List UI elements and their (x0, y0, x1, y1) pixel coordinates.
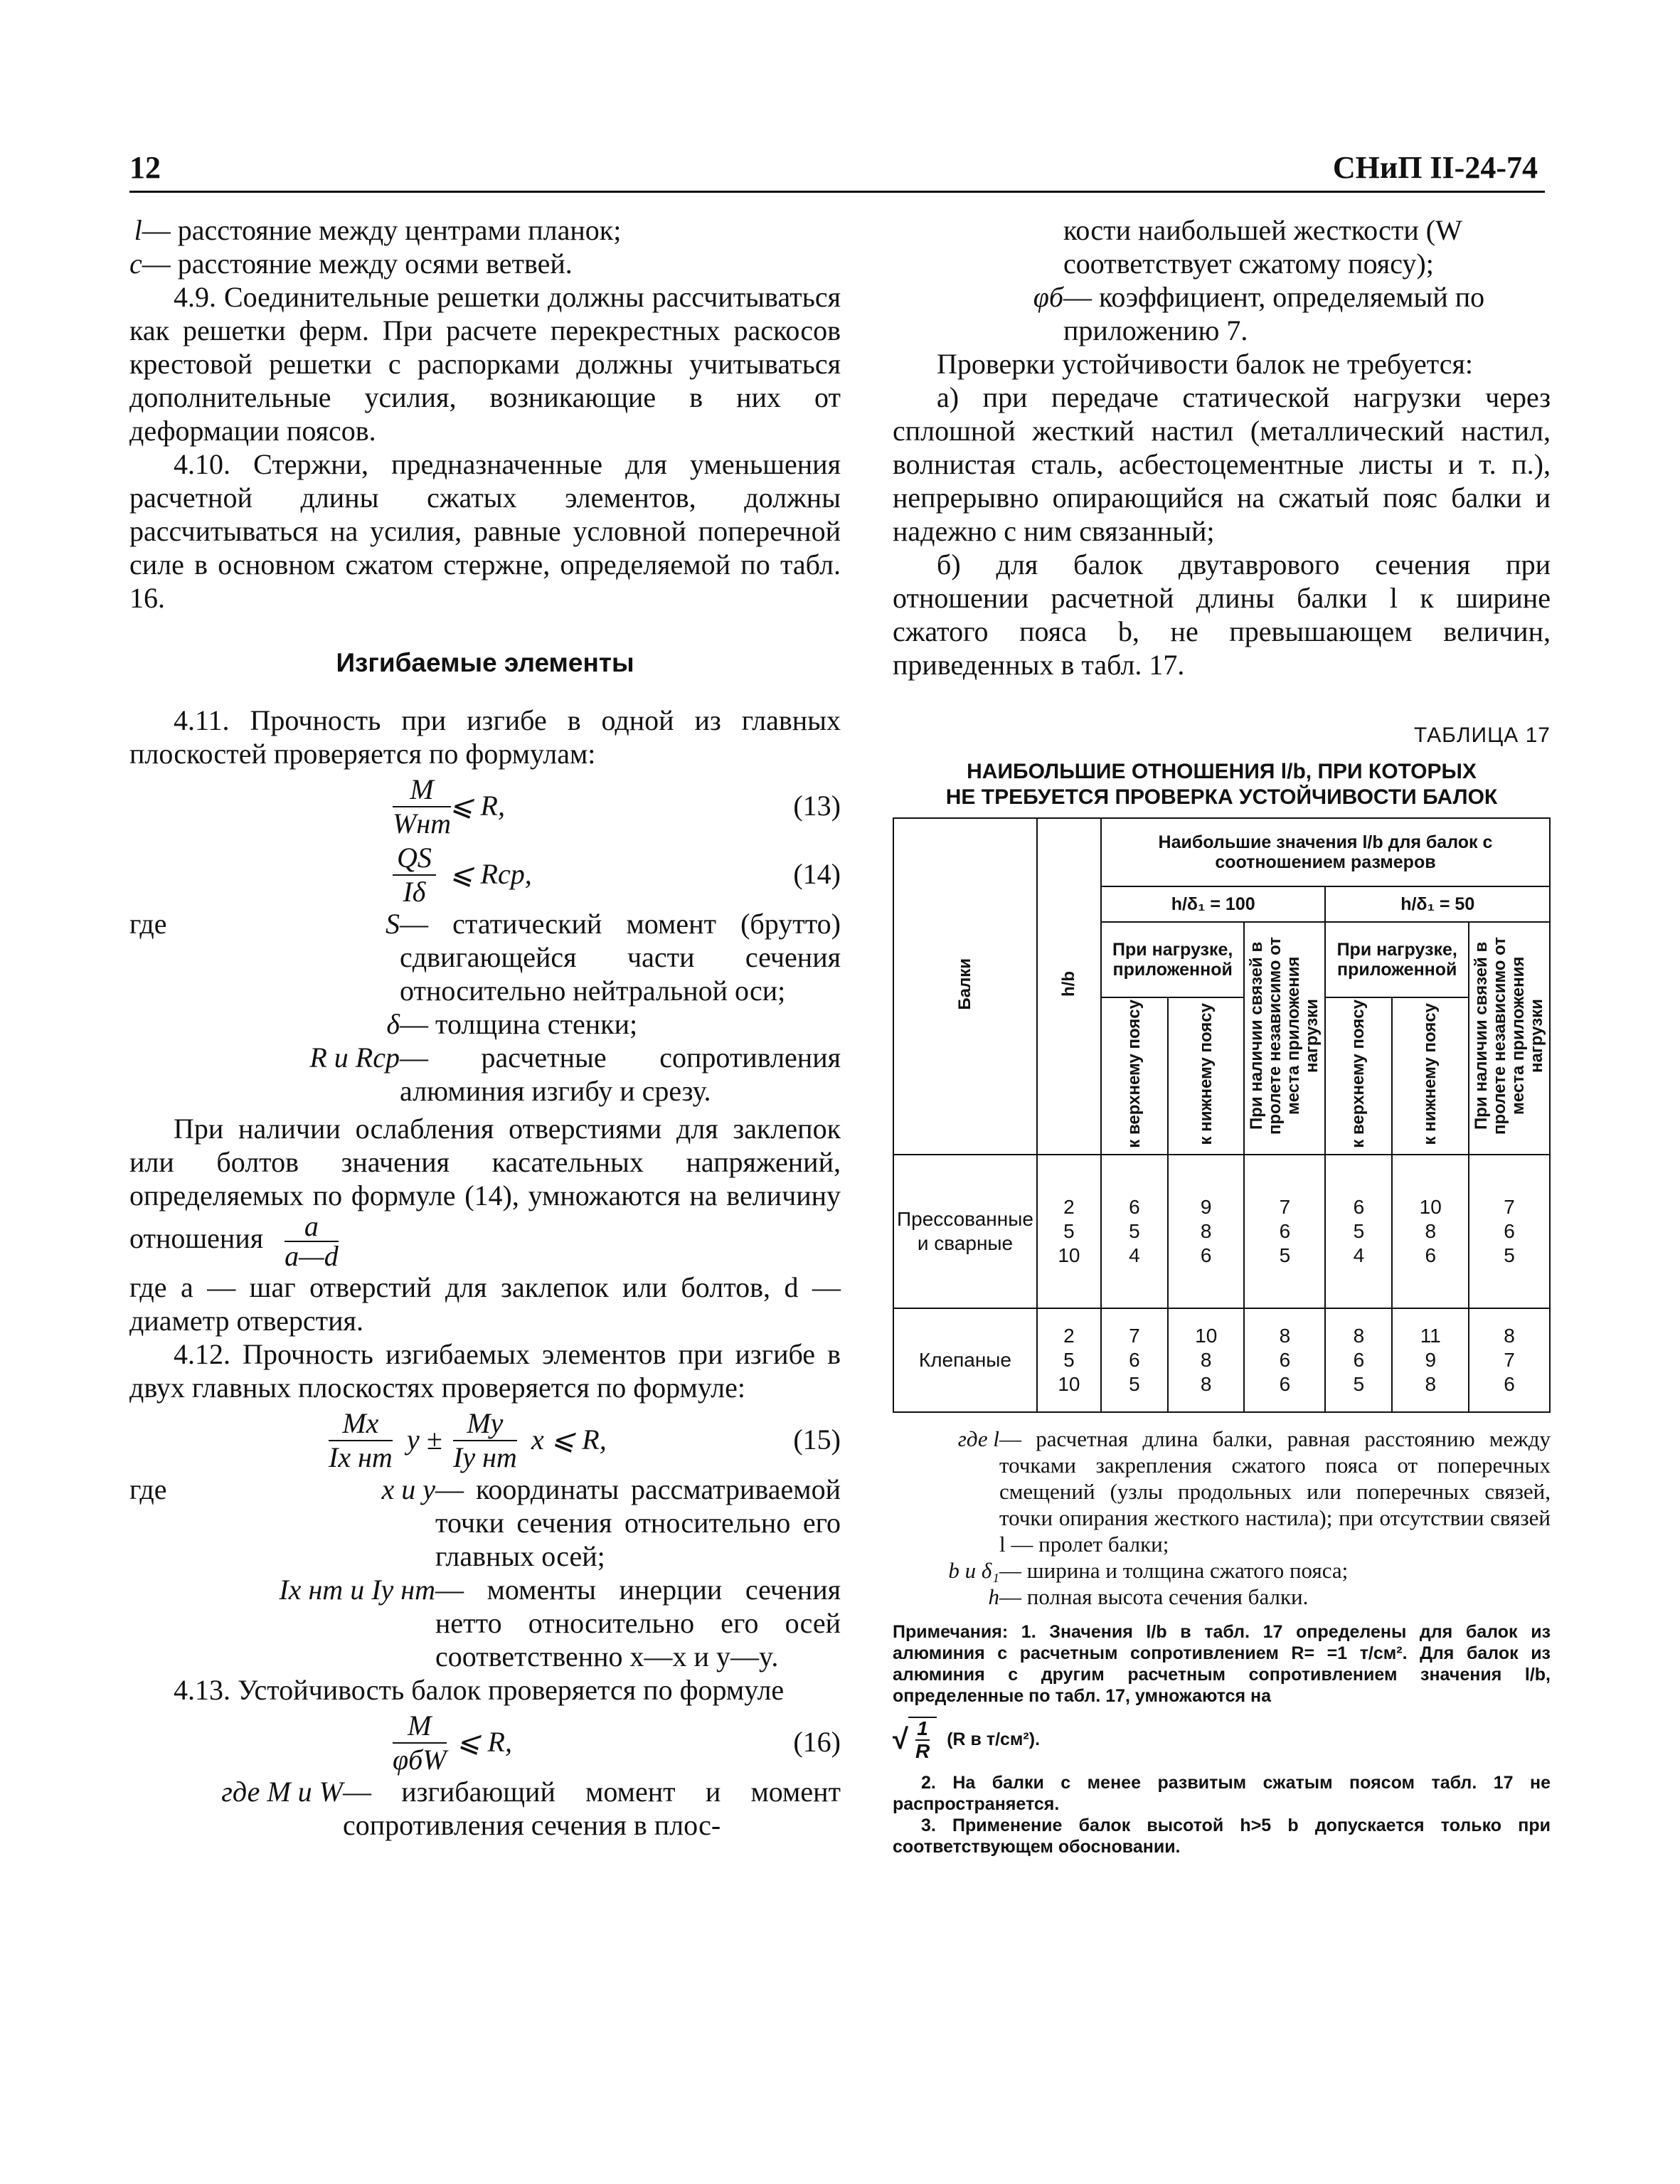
formula-numerator: M (393, 773, 451, 807)
formula-numerator: M (393, 1709, 447, 1744)
def-desc: — моменты инерции сечения нетто относительно его осей соответственно x—x и y—y. (435, 1574, 841, 1673)
table-row (893, 1308, 1550, 1412)
header-upper: к верхнему поясу (1101, 997, 1168, 1155)
header-load: При нагрузке, приложенной (1325, 922, 1469, 997)
def-term (893, 213, 1063, 280)
document-code: СНиП II-24-74 (1332, 150, 1538, 185)
def-term: δ (386, 1008, 400, 1040)
paragraph-holes (129, 1112, 841, 1271)
cell: 2 5 10 (1037, 1308, 1101, 1412)
header-lower: к нижнему поясу (1392, 997, 1469, 1155)
header-load: При нагрузке, приложенной (1101, 922, 1245, 997)
table-notes (893, 1621, 1551, 1857)
formula-denominator: Ix нт (329, 1441, 393, 1473)
formula-number: (15) (793, 1424, 841, 1456)
def-term: x и y (381, 1473, 435, 1505)
note-1: Примечания: 1. Значения l/b в табл. 17 определены для балок из алюминия с расчетным сопротивлением R= =1 т/см². Для балок из алюминия с другим расчетным сопротивлением значения l/b, определенные по табл. 17, умножаются на (893, 1621, 1551, 1706)
def-term: h (988, 1584, 999, 1609)
cell: 8 7 6 (1469, 1308, 1550, 1412)
def-term: где M и W (221, 1776, 343, 1808)
formula-denominator: Iy нт (453, 1441, 517, 1473)
cell: 2 5 10 (1037, 1155, 1101, 1308)
left-column (129, 213, 841, 1842)
formula-fraction (393, 1709, 447, 1776)
definitions-top (129, 213, 841, 280)
cell: 9 8 6 (1168, 1155, 1245, 1308)
paragraph-check: Проверки устойчивости балок не требуется: (937, 348, 1474, 380)
def-desc: — статический момент (брутто) сдвигающейся части сечения относительно нейтральной оси; (400, 908, 841, 1007)
def-term: где l (957, 1426, 999, 1451)
paragraph-4-9: 4.9. Соединительные решетки должны рассчитываться как решетки ферм. При расчете перекрестных раскосов крестовой решетки с распорками должны учитываться дополнительные усилия, возникающие в них от деформации поясов. (129, 281, 841, 447)
header-ties: При наличии связей в пролете независимо от места приложения нагрузки (1244, 922, 1325, 1155)
table-definitions (893, 1426, 1551, 1610)
page-number: 12 (129, 150, 161, 185)
header-ties: При наличии связей в пролете независимо от места приложения нагрузки (1469, 922, 1550, 1155)
formula-numerator: My (453, 1407, 517, 1441)
def-desc: — расстояние между центрами планок; (142, 214, 622, 246)
def-list (236, 1473, 841, 1673)
formula-16 (129, 1707, 841, 1775)
formula-15 (129, 1404, 841, 1473)
row-name: Клепаные (893, 1308, 1037, 1412)
ratio-fraction (285, 1212, 339, 1271)
note-1-formula-tail: (R в т/см²). (947, 1729, 1041, 1749)
formula-number: (13) (793, 790, 841, 822)
paragraph-4-10: 4.10. Стержни, предназначенные для уменьшения расчетной длины сжатых элементов, должны рассчитываться на усилия, равные условной поперечной силе в основном сжатом стержне, определяемой по табл. 16. (129, 448, 841, 614)
header-top: Наибольшие значения l/b для балок с соотношением размеров (1101, 818, 1550, 886)
def-term: φб (1033, 281, 1063, 313)
where-label: где (129, 908, 167, 940)
section-heading: Изгибаемые элементы (336, 648, 634, 677)
formula-tail: ⩽ Rср, (450, 858, 532, 890)
def-desc: — полная высота сечения балки. (999, 1584, 1309, 1609)
formula-tail: x ⩽ R, (531, 1424, 607, 1456)
def-term: c (129, 248, 142, 280)
def-term: S (386, 908, 400, 940)
header-beams: Балки (893, 818, 1037, 1155)
def-desc: — расчетная длина балки, равная расстоянию между точками закрепления сжатого пояса от поперечных смещений (узлы продольных или поперечных связей, точки опирания жесткого настила); при отсутствии связей l — пролет балки; (999, 1426, 1551, 1557)
table-title-line: НЕ ТРЕБУЕТСЯ ПРОВЕРКА УСТОЙЧИВОСТИ БАЛОК (945, 785, 1498, 809)
note-1-formula (893, 1717, 1551, 1762)
note-2: 2. На балки с менее развитым сжатым поясом табл. 17 не распространяется. (893, 1772, 1551, 1814)
paragraph-holes-end: где a — шаг отверстий для заклепок или болтов, d — диаметр отверстия. (129, 1271, 841, 1337)
formula-numerator: QS (393, 842, 436, 876)
formula-tail: ⩽ R, (457, 1726, 512, 1758)
definitions-continued (893, 213, 1551, 347)
paragraph-holes-text: При наличии ослабления отверстиями для заклепок или болтов значения касательных напряжений, определяемых по формуле (14), умножаются на величину отношения (129, 1113, 841, 1255)
table-17 (893, 817, 1551, 1413)
note-3: 3. Применение балок высотой h>5 b допускается только при соответствующем обосновании. (893, 1815, 1551, 1857)
formula-denominator: φбW (393, 1744, 447, 1776)
def-desc: — изгибающий момент и момент сопротивления сечения в плос- (343, 1776, 841, 1841)
formula-fraction (329, 1407, 393, 1474)
def-desc: — расчетные сопротивления алюминия изгибу и срезу. (400, 1041, 841, 1107)
paragraph-4-13: 4.13. Устойчивость балок проверяется по формуле (174, 1674, 785, 1706)
definitions-15 (129, 1473, 841, 1673)
cell: 7 6 5 (1244, 1155, 1325, 1308)
paragraph-case-b: б) для балок двутаврового сечения при отношении расчетной длины балки l к ширине сжатого пояса b, не превышающем величин, приведенных в табл. 17. (893, 548, 1551, 681)
def-desc: — расстояние между осями ветвей. (142, 248, 573, 280)
formula-fraction (393, 773, 451, 840)
formula-numerator: Mx (329, 1407, 393, 1441)
table-title (893, 759, 1551, 810)
cell: 10 8 8 (1168, 1308, 1245, 1412)
table-title-line: НАИБОЛЬШИЕ ОТНОШЕНИЯ l/b, ПРИ КОТОРЫХ (967, 760, 1477, 783)
definitions-16 (129, 1775, 841, 1842)
def-term: b и δ₁ (948, 1557, 999, 1583)
right-column (893, 213, 1551, 1857)
formula-denominator: Wнт (393, 807, 452, 839)
def-desc: — ширина и толщина сжатого пояса; (999, 1557, 1349, 1583)
def-list (893, 1426, 1551, 1610)
cell: 11 9 8 (1392, 1308, 1469, 1412)
def-desc: кости наибольшей жесткости (W соответствует сжатому поясу); (1063, 214, 1462, 280)
formula-denominator: Iδ (403, 876, 426, 908)
table-label: ТАБЛИЦА 17 (1413, 723, 1551, 747)
paragraph-4-12: 4.12. Прочность изгибаемых элементов при изгибе в двух главных плоскостях проверяется по формуле: (129, 1338, 841, 1404)
def-list (236, 907, 841, 1108)
sqrt-icon: √ 1 R (893, 1717, 937, 1762)
cell: 7 6 5 (1469, 1155, 1550, 1308)
header-hb: h/b (1037, 818, 1101, 1155)
formula-fraction (393, 842, 436, 908)
def-desc: — коэффициент, определяемый по приложению 7. (1063, 281, 1485, 346)
header-group-50: h/δ₁ = 50 (1325, 886, 1550, 922)
formula-tail: ⩽ R, (450, 790, 505, 822)
def-term: l (134, 214, 142, 246)
formula-number: (16) (793, 1726, 841, 1758)
table-row (893, 1155, 1550, 1308)
paragraph-case-a: а) при передаче статической нагрузки через сплошной жесткий настил (металлический настил, волнистая сталь, асбестоцементные листы и т. п.), непрерывно опирающийся на сжатый пояс балки и надежно с ним связанный; (893, 381, 1551, 547)
ratio-denominator: a—d (285, 1240, 339, 1272)
row-name: Прессованные и сварные (893, 1155, 1037, 1308)
where-label: где (129, 1473, 167, 1505)
def-desc: — толщина стенки; (400, 1008, 638, 1040)
header-lower: к нижнему поясу (1168, 997, 1245, 1155)
def-term: Ix нт и Iy нт (279, 1574, 435, 1606)
def-term: R и Rср (309, 1041, 400, 1074)
formula-14 (129, 839, 841, 907)
cell: 7 6 5 (1101, 1308, 1168, 1412)
cell: 10 8 6 (1392, 1155, 1469, 1308)
cell: 8 6 5 (1325, 1308, 1392, 1412)
paragraph-4-11: 4.11. Прочность при изгибе в одной из главных плоскостей проверяется по формулам: (129, 704, 841, 770)
header-group-100: h/δ₁ = 100 (1101, 886, 1326, 922)
cell: 8 6 6 (1244, 1308, 1325, 1412)
formula-number: (14) (793, 858, 841, 890)
ratio-numerator: a (285, 1212, 339, 1242)
cell: 6 5 4 (1325, 1155, 1392, 1308)
definitions-14 (129, 907, 841, 1108)
header-rule (129, 191, 1545, 193)
formula-middle: y ± (407, 1424, 442, 1456)
formula-13 (129, 770, 841, 839)
formula-fraction (453, 1407, 517, 1474)
cell: 6 5 4 (1101, 1155, 1168, 1308)
def-desc: — координаты рассматриваемой точки сечения относительно его главных осей; (435, 1473, 841, 1572)
sqrt-fraction: 1 R (908, 1717, 937, 1762)
header-upper: к верхнему поясу (1325, 997, 1392, 1155)
